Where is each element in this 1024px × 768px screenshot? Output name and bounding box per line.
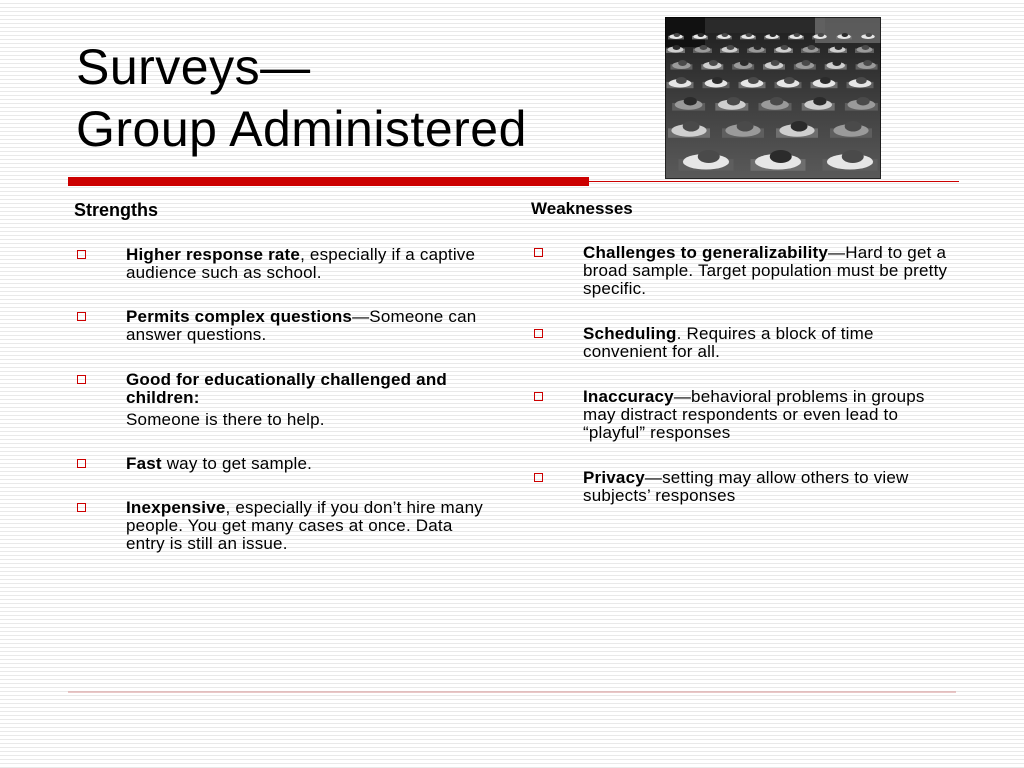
square-bullet-icon	[534, 248, 543, 257]
weaknesses-item	[531, 388, 951, 442]
classroom-photo	[665, 17, 881, 179]
strengths-item-text: way to get sample.	[161, 454, 313, 473]
strengths-column	[74, 198, 494, 553]
strengths-item-lead: Inexpensive	[126, 498, 226, 517]
weaknesses-item-lead: Scheduling	[583, 324, 677, 343]
classroom-photo-image	[665, 17, 881, 179]
weaknesses-heading: Weaknesses	[531, 199, 633, 218]
strengths-heading: Strengths	[74, 200, 159, 220]
square-bullet-icon	[534, 473, 543, 482]
weaknesses-item-text: . Requires a block of time convenient for all.	[583, 324, 874, 361]
strengths-item-lead: Higher response rate	[126, 245, 301, 264]
square-bullet-icon	[534, 392, 543, 401]
strengths-item-text: —Someone can answer questions.	[126, 307, 477, 344]
weaknesses-item-lead: Inaccuracy	[583, 387, 674, 406]
strengths-item	[74, 455, 494, 473]
slide-title-line-1: Surveys—	[76, 39, 311, 95]
strengths-item	[74, 246, 494, 282]
strengths-item	[74, 499, 494, 553]
strengths-item-lead: Permits complex questions	[126, 307, 353, 326]
title-accent-bar	[68, 177, 589, 186]
footer-rule	[68, 691, 956, 693]
strengths-item-text: , especially if you don’t hire many people. You get many cases at once. Data entry is still an issue.	[126, 498, 483, 553]
strengths-item-lead: Fast	[126, 454, 162, 473]
strengths-item-lead: Good for educationally challenged and children:	[126, 370, 447, 407]
weaknesses-item-text: —Hard to get a broad sample. Target population must be pretty specific.	[583, 243, 948, 298]
weaknesses-column	[531, 198, 951, 505]
strengths-item	[74, 371, 494, 429]
weaknesses-item	[531, 469, 951, 505]
square-bullet-icon	[77, 459, 86, 468]
square-bullet-icon	[534, 329, 543, 338]
slide-title	[76, 36, 527, 160]
weaknesses-item-lead: Challenges to generalizability	[583, 243, 829, 262]
weaknesses-item	[531, 244, 951, 298]
strengths-item-text: , especially if a captive audience such as school.	[126, 245, 476, 282]
strengths-list	[74, 246, 494, 553]
weaknesses-item-text: —setting may allow others to view subjects’ responses	[583, 468, 909, 505]
weaknesses-item-text: —behavioral problems in groups may distract respondents or even lead to “playful” responses	[583, 387, 925, 442]
slide-title-line-2: Group Administered	[76, 101, 527, 157]
title-accent-line	[589, 181, 959, 182]
square-bullet-icon	[77, 375, 86, 384]
strengths-item	[74, 308, 494, 344]
square-bullet-icon	[77, 250, 86, 259]
square-bullet-icon	[77, 503, 86, 512]
weaknesses-list	[531, 244, 951, 505]
weaknesses-item	[531, 325, 951, 361]
strengths-item-note: Someone is there to help.	[126, 410, 325, 429]
square-bullet-icon	[77, 312, 86, 321]
weaknesses-item-lead: Privacy	[583, 468, 645, 487]
